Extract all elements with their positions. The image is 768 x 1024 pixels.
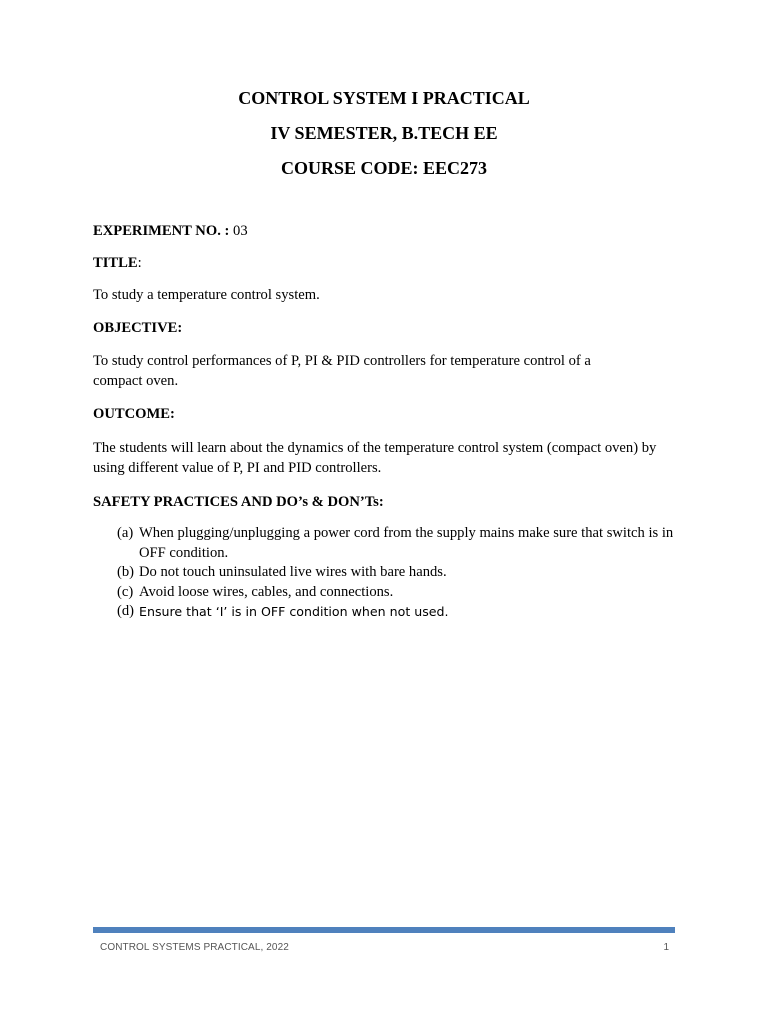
course-code: COURSE CODE: EEC273 — [280, 158, 488, 178]
safety-heading: SAFETY PRACTICES AND DO’s & DON’Ts: — [93, 494, 384, 510]
footer-divider — [93, 927, 675, 933]
experiment-number: 03 — [233, 223, 248, 239]
list-marker: (c) — [117, 583, 134, 600]
title-colon: : — [137, 255, 142, 271]
objective-text: To study control performances of P, PI & PID controllers for temperature control of a compact oven. — [93, 353, 591, 389]
list-item — [117, 563, 682, 583]
list-item — [117, 583, 682, 603]
title-label: TITLE — [93, 255, 138, 271]
list-text: When plugging/unplugging a power cord from the supply mains make sure that switch is in OFF condition. — [139, 525, 674, 561]
list-item — [117, 602, 682, 622]
objective-heading: OBJECTIVE: — [93, 320, 183, 336]
experiment-line — [93, 221, 683, 241]
page-number: 1 — [663, 942, 669, 953]
footer-text: CONTROL SYSTEMS PRACTICAL, 2022 — [100, 942, 289, 953]
list-marker: (d) — [117, 603, 135, 619]
list-marker: (b) — [117, 564, 135, 580]
list-text: Avoid loose wires, cables, and connections. — [139, 583, 394, 600]
outcome-text: The students will learn about the dynamics of the temperature control system (compact oven) by using different value of P, PI and PID controllers. — [93, 440, 657, 476]
outcome-heading: OUTCOME: — [93, 406, 175, 422]
experiment-label: EXPERIMENT NO. : — [93, 223, 234, 239]
title-heading — [93, 253, 683, 273]
course-title: CONTROL SYSTEM I PRACTICAL — [238, 88, 530, 108]
list-text: Do not touch uninsulated live wires with bare hands. — [139, 564, 447, 580]
list-item — [117, 524, 682, 563]
list-marker: (a) — [117, 525, 134, 541]
list-text: Ensure that ‘I’ is in OFF condition when not used. — [139, 604, 449, 619]
title-text: To study a temperature control system. — [93, 287, 320, 303]
safety-list — [117, 524, 682, 622]
semester-line: IV SEMESTER, B.TECH EE — [270, 123, 498, 143]
